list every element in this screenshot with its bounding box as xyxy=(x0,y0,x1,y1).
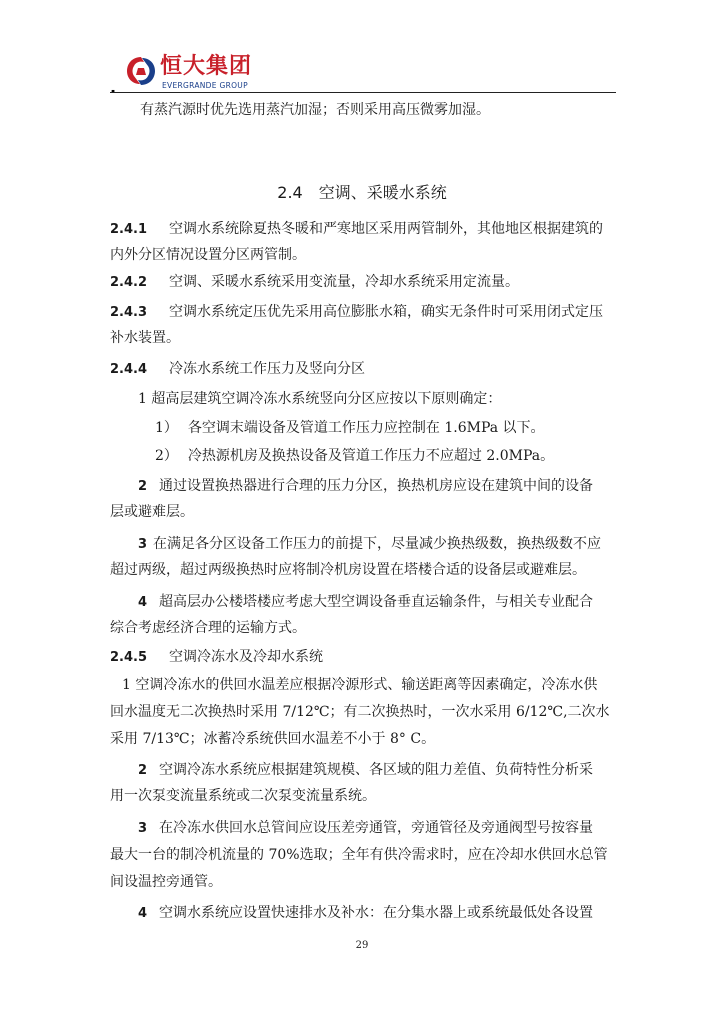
subitem-number: 2） xyxy=(155,448,178,464)
clause-2-4-4 xyxy=(110,359,365,380)
item-2-4-5-2 xyxy=(138,760,593,781)
clause-text: 空调水系统定压优先采用高位膨胀水箱，确实无条件时可采用闭式定压 xyxy=(169,304,604,320)
item-2-4-4-3 xyxy=(138,534,601,555)
item-number: 2 xyxy=(138,763,148,778)
item-number: 2 xyxy=(138,479,148,494)
subitem-number: 1） xyxy=(155,420,178,436)
item-2-4-4-4-cont: 综合考虑经济合理的运输方式。 xyxy=(110,620,306,636)
item-2-4-5-1-cont2: 采用 7/13℃；冰蓄冷系统供回水温差不小于 8° C。 xyxy=(110,731,436,747)
section-title: 2.4 空调、采暖水系统 xyxy=(277,183,447,202)
item-2-4-5-3-cont1: 最大一台的制冷机流量的 70%选取；全年有供冷需求时，应在冷却水供回水总管 xyxy=(110,847,608,863)
item-text: 空调水系统应设置快速排水及补水：在分集水器上或系统最低处各设置 xyxy=(159,905,594,921)
clause-number: 2.4.2 xyxy=(110,275,148,290)
clause-2-4-5 xyxy=(110,647,323,668)
item-number: 3 xyxy=(138,537,148,552)
clause-text: 冷冻水系统工作压力及竖向分区 xyxy=(169,361,366,377)
item-number: 4 xyxy=(138,906,148,921)
header-divider xyxy=(110,92,616,93)
item-2-4-5-1: 1 空调冷冻水的供回水温差应根据冷源形式、输送距离等因素确定，冷冻水供 xyxy=(122,677,598,693)
clause-number: 2.4.4 xyxy=(110,362,148,377)
item-text: 超高层办公楼塔楼应考虑大型空调设备垂直运输条件，与相关专业配合 xyxy=(159,594,594,610)
evergrande-logo xyxy=(124,54,274,94)
evergrande-logo-icon xyxy=(124,54,158,88)
item-2-4-4-2-cont: 层或避难层。 xyxy=(110,504,194,520)
item-2-4-5-1-cont1: 回水温度无二次换热时采用 7/12℃；有二次换热时，一次水采用 6/12℃,二次水 xyxy=(110,704,610,720)
item-2-4-4-1: 1 超高层建筑空调冷冻水系统竖向分区应按以下原则确定： xyxy=(138,391,502,407)
page-number: 29 xyxy=(355,940,369,951)
page-header xyxy=(110,50,616,96)
item-text: 在满足各分区设备工作压力的前提下，尽量减少换热级数，换热级数不应 xyxy=(153,536,602,552)
clause-text: 空调冷冻水及冷却水系统 xyxy=(169,649,324,665)
subitem-text: 各空调末端设备及管道工作压力应控制在 1.6MPa 以下。 xyxy=(187,420,545,436)
header-bullet: . xyxy=(110,78,117,97)
subitem-text: 冷热源机房及换热设备及管道工作压力不应超过 2.0MPa。 xyxy=(187,448,555,464)
item-2-4-5-3-cont2: 间设温控旁通管。 xyxy=(110,874,222,890)
clause-text: 空调、采暖水系统采用变流量，冷却水系统采用定流量。 xyxy=(169,274,520,290)
item-number: 4 xyxy=(138,595,148,610)
item-2-4-4-4 xyxy=(138,592,593,613)
clause-2-4-1 xyxy=(110,219,603,240)
subitem-2-4-4-1-1 xyxy=(155,418,545,438)
clause-2-4-2 xyxy=(110,272,519,293)
logo-english-text: EVERGRANDE GROUP xyxy=(162,81,248,90)
item-text: 在冷冻水供回水总管间应设压差旁通管，旁通管径及旁通阀型号按容量 xyxy=(159,820,594,836)
clause-number: 2.4.3 xyxy=(110,305,148,320)
clause-2-4-3 xyxy=(110,302,603,323)
item-2-4-5-4 xyxy=(138,903,593,924)
item-2-4-4-3-cont: 超过两级，超过两级换热时应将制冷机房设置在塔楼合适的设备层或避难层。 xyxy=(110,562,586,578)
clause-text: 空调水系统除夏热冬暖和严寒地区采用两管制外，其他地区根据建筑的 xyxy=(169,221,604,237)
item-2-4-5-2-cont: 用一次泵变流量系统或二次泵变流量系统。 xyxy=(110,788,376,804)
item-text: 通过设置换热器进行合理的压力分区，换热机房应设在建筑中间的设备 xyxy=(159,478,594,494)
item-2-4-4-2 xyxy=(138,476,593,497)
logo-chinese-text: 恒大集团 xyxy=(160,54,253,79)
clause-2-4-1-cont: 内外分区情况设置分区两管制。 xyxy=(110,247,306,263)
clause-number: 2.4.1 xyxy=(110,222,148,237)
item-number: 3 xyxy=(138,821,148,836)
clause-2-4-3-cont: 补水装置。 xyxy=(110,330,180,346)
item-text: 空调冷冻水系统应根据建筑规模、各区域的阻力差值、负荷特性分析采 xyxy=(159,762,594,778)
clause-number: 2.4.5 xyxy=(110,650,148,665)
paragraph-carryover: 有蒸汽源时优先选用蒸汽加湿；否则采用高压微雾加湿。 xyxy=(140,102,490,118)
subitem-2-4-4-1-2 xyxy=(155,446,554,466)
item-2-4-5-3 xyxy=(138,818,593,839)
